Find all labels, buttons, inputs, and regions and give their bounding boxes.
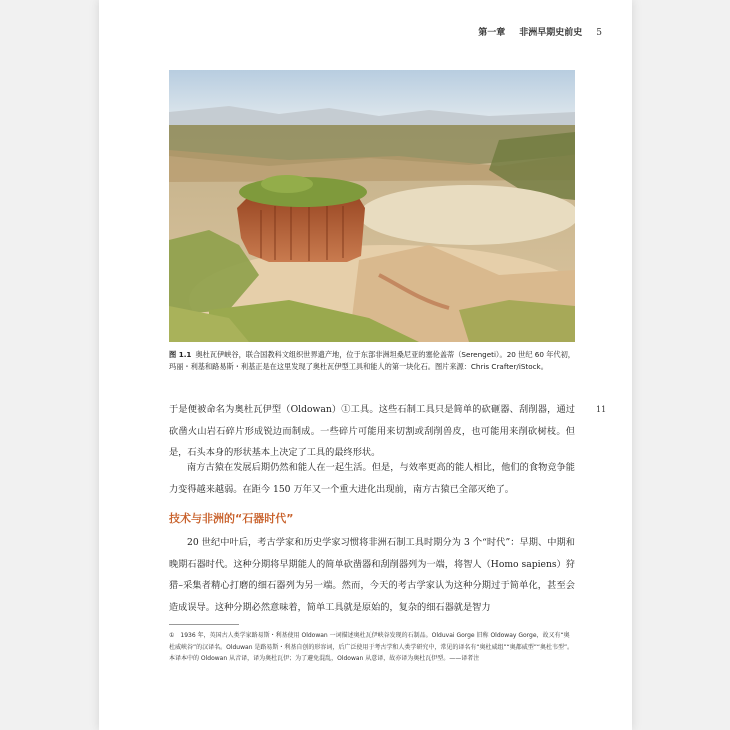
page-number: 5 (596, 28, 602, 38)
margin-page-reference: 11 (596, 405, 607, 414)
figure-label: 图 1.1 (169, 350, 192, 359)
caption-text: 奥杜瓦伊峡谷，联合国教科文组织世界遗产地，位于东部非洲坦桑尼亚的塞伦盖蒂（Serengeti）。20 世纪 60 年代初，玛丽・利基和路易斯・利基正是在这里发现了奥杜瓦伊型工具和能人的第一块化石。图片来源：Chris Crafter/iStock。 (169, 350, 575, 371)
footnote-text: 1936 年，英国古人类学家路易斯・利基使用 Oldowan 一词描述奥杜瓦伊峡谷发现的石制品。Olduvai Gorge 旧称 Oldoway Gorge，故又有“奥杜威峡谷”的汉译名。Olduwan 是路易斯・利基自创的形容词，后广泛使用于考古学和人类学研究中，常见的译名有“奥杜威组”“奥都威型”“奥杜韦型”。本译本中的 Oldowan 从音译，译为奥杜瓦伊；为了避免混乱，Oldowan 从意译，故亦译为奥杜瓦伊型。——译者注 (169, 632, 574, 662)
olduvai-gorge-photo (169, 70, 575, 342)
body-paragraph: 20 世纪中叶后，考古学家和历史学家习惯将非洲石制工具时期分为 3 个“时代”：早期、中期和晚期石器时代。这种分期将早期能人的简单砍凿器和刮削器列为一端，将智人（Homo sapiens）狩猎–采集者精心打磨的细石器列为另一端。然而，今天的考古学家认为这种分期过于简单化，甚至会造成误导。这种分期必然意味着，简单工具就是原始的，复杂的细石器就是智力 (169, 537, 575, 613)
footnote-divider (169, 624, 239, 625)
body-paragraph: 南方古猿在发展后期仍然和能人在一起生活。但是，与效率更高的能人相比，他们的食物竞争能力变得越来越弱。在距今 150 万年又一个重大进化出现前，南方古猿已全部灭绝了。 (169, 462, 575, 495)
footnote-marker: ① (169, 632, 175, 639)
footnote (169, 630, 575, 665)
section-heading: 技术与非洲的“石器时代” (169, 512, 294, 525)
body-paragraph: 于是便被命名为奥杜瓦伊型（Oldowan）①工具。这些石制工具只是简单的砍砸器、刮削器，通过砍凿火山岩石碎片形成锐边而制成。一些碎片可能用来切割或刮削兽皮，也可能用来削砍树枝。但是，石头本身的形状基本上决定了工具的最终形状。 (169, 404, 575, 458)
figure-caption (169, 349, 575, 373)
chapter-number: 第一章 (478, 28, 506, 38)
running-head (478, 25, 602, 38)
chapter-title: 非洲早期史前史 (519, 28, 583, 38)
book-page (99, 0, 632, 730)
